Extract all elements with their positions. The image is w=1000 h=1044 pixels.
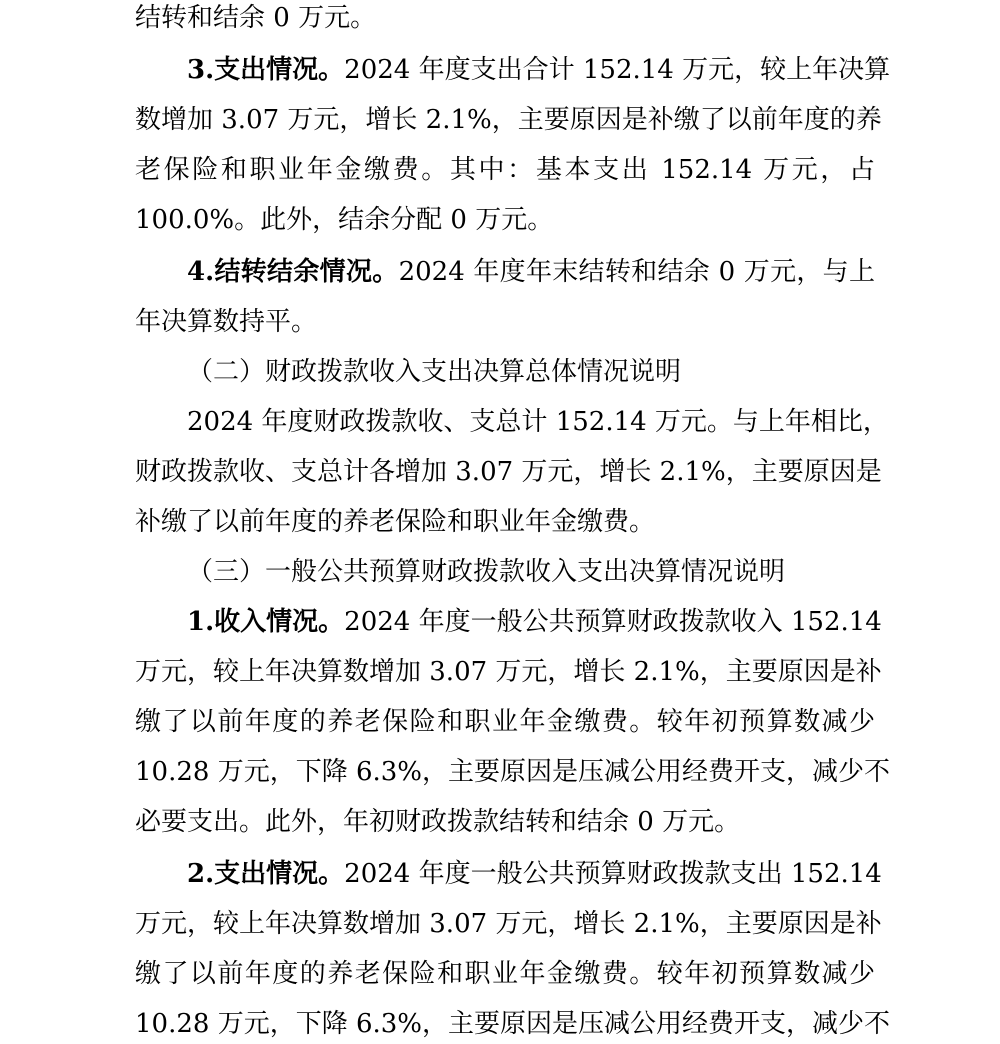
line-text: 数增加 3.07 万元，增长 2.1%，主要原因是补缴了以前年度的养 [135, 105, 882, 135]
text-line [135, 908, 882, 944]
text-line [135, 204, 553, 240]
line-text: 2024 年度财政拨款收、支总计 152.14 万元。与上年相比， [187, 407, 889, 437]
line-text: 年决算数持平。 [135, 307, 318, 337]
line-text: 万元，较上年决算数增加 3.07 万元，增长 2.1%，主要原因是补 [135, 657, 882, 687]
paragraph-income-line [187, 606, 882, 642]
text-line [135, 506, 655, 542]
text-line [135, 154, 875, 190]
line-text: 10.28 万元，下降 6.3%，主要原因是压减公用经费开支，减少不 [135, 757, 891, 787]
text-line [135, 656, 882, 692]
heading-text: （三）一般公共预算财政拨款收入支出决算情况说明 [187, 557, 786, 587]
text-line [135, 958, 875, 994]
text-line [135, 706, 875, 742]
line-text: 财政拨款收、支总计各增加 3.07 万元，增长 2.1%，主要原因是 [135, 457, 882, 487]
text-line [135, 806, 740, 842]
section-heading-expense-2: 2.支出情况。 [187, 859, 345, 889]
text-line [135, 1008, 891, 1044]
text-line [135, 2, 376, 38]
line-text: 2024 年度一般公共预算财政拨款收入 152.14 [344, 607, 882, 637]
line-text: 2024 年度一般公共预算财政拨款支出 152.14 [344, 859, 882, 889]
subsection-heading-3 [187, 556, 785, 592]
text-line [135, 104, 882, 140]
line-text: 100.0%。此外，结余分配 0 万元。 [135, 205, 554, 235]
text-line [135, 756, 891, 792]
line-text: 老保险和职业年金缴费。其中：基本支出 152.14 万元，占 [135, 155, 875, 185]
line-text: 补缴了以前年度的养老保险和职业年金缴费。 [135, 507, 656, 537]
line-text: 10.28 万元，下降 6.3%，主要原因是压减公用经费开支，减少不 [135, 1009, 891, 1039]
line-text: 必要支出。此外，年初财政拨款结转和结余 0 万元。 [135, 807, 741, 837]
paragraph-carryover-line [187, 256, 875, 292]
text-line [135, 306, 317, 342]
line-text: 结转和结余 0 万元。 [135, 3, 377, 33]
line-text: 2024 年度支出合计 152.14 万元，较上年决算 [344, 55, 891, 85]
heading-text: （二）财政拨款收入支出决算总体情况说明 [187, 357, 682, 387]
text-line [187, 406, 889, 442]
section-heading-carryover: 4.结转结余情况。 [187, 257, 399, 287]
section-heading-income: 1.收入情况。 [187, 607, 345, 637]
line-text: 万元，较上年决算数增加 3.07 万元，增长 2.1%，主要原因是补 [135, 909, 882, 939]
line-text: 缴了以前年度的养老保险和职业年金缴费。较年初预算数减少 [135, 707, 875, 737]
line-text: 2024 年度年末结转和结余 0 万元，与上 [398, 257, 875, 287]
paragraph-expense-line [187, 54, 891, 90]
paragraph-expense-line-2 [187, 858, 882, 894]
section-heading-expense: 3.支出情况。 [187, 55, 345, 85]
text-line [135, 456, 882, 492]
subsection-heading-2 [187, 356, 681, 392]
line-text: 缴了以前年度的养老保险和职业年金缴费。较年初预算数减少 [135, 959, 875, 989]
